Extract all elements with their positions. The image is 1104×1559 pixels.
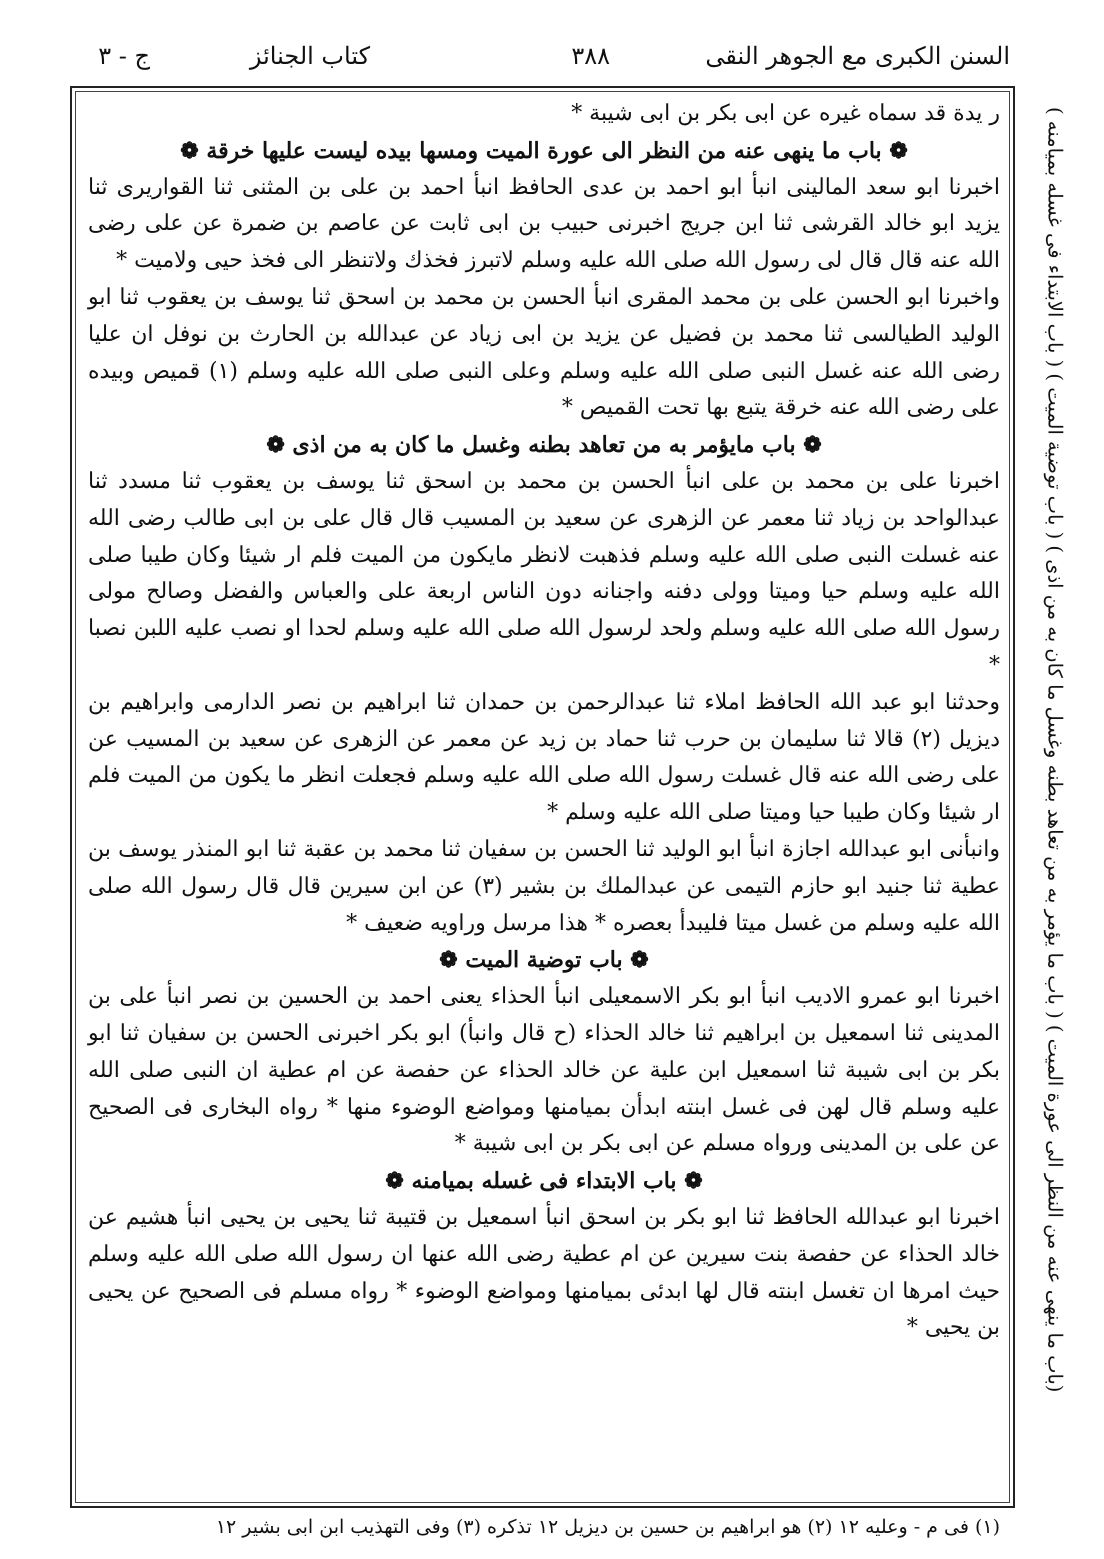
text-paragraph: ر يدة قد سماه غيره عن ابى بكر بن ابى شيبة * [571,101,1000,126]
chapter-title: كتاب الجنائز [249,42,370,70]
section-title: ❁ باب الابتداء فى غسله بميامنه ❁ [88,1163,1000,1200]
volume-label: ج - ٣ [98,42,150,70]
text-paragraph: اخبرنا ابو سعد المالينى انبأ ابو احمد بن عدى الحافظ انبأ احمد بن على بن المثنى ثنا القواريرى ثنا يزيد ابو خالد القرشى ثنا ابن جريج اخبرنى حبيب بن ابى ثابت عن عاصم بن ضمرة عن على رضى الله عنه قال قال لى رسول الله صلى الله عليه وسلم لاتبرز فخذك ولاتنظر الى فخذ حيى ولاميت * [88,174,1000,274]
text-paragraph: وانبأنى ابو عبدالله اجازة انبأ ابو الوليد ثنا الحسن بن سفيان ثنا محمد بن عقبة ثنا ابو المنذر يوسف بن عطية ثنا جنيد ابو حازم التيمى عن عبدالملك بن بشير (٣) عن ابن سيرين قال قال رسول الله صلى الله عليه وسلم من غسل ميتا فليبدأ بعصره * هذا مرسل وراويه ضعيف * [88,836,1000,936]
margin-note-text: (باب ما ينهى عنه من النظر الى عورة الميت ) ( باب ما يؤمر به من تعاهد بطنه وغسل ما كان به من اذى ) ( باب توضية الميت ) ( باب الابتداء فى غسله بميامنه ) [1043,107,1067,1393]
section-title: ❁ باب توضية الميت ❁ [88,942,1000,979]
book-title: السنن الكبرى مع الجوهر النقى [705,42,1010,70]
text-paragraph: واخبرنا ابو الحسن على بن محمد المقرى انبأ الحسن بن محمد بن اسحق ثنا يوسف بن يعقوب ثنا ابو الوليد الطيالسى ثنا محمد بن فضيل عن يزيد بن ابى زياد عن عبدالله بن الحارث بن نوفل ان عليا رضى الله عنه غسل النبى صلى الله عليه وسلم وعلى النبى صلى الله عليه وسلم (١) قميص وبيده على رضى الله عنه خرقة يتبع بها تحت القميص * [88,284,1001,421]
section-title: ❁ باب مايؤمر به من تعاهد بطنه وغسل ما كان به من اذى ❁ [88,427,1000,464]
text-paragraph: اخبرنا ابو عمرو الاديب انبأ ابو بكر الاسمعيلى انبأ الحذاء يعنى احمد بن الحسين بن نصر انبأ على بن المدينى ثنا اسمعيل بن ابراهيم ثنا خالد الحذاء (ح قال وانبأ) ابو بكر اخبرنى الحسن بن سفيان ثنا ابو بكر بن ابى شيبة ثنا اسمعيل ابن علية عن خالد الحذاء عن حفصة عن ام عطية ان النبى صلى الله عليه وسلم قال لهن فى غسل ابنته ابدأن بميامنها ومواضع الوضوء منها * رواه البخارى فى الصحيح عن على بن المدينى ورواه مسلم عن ابى بكر بن ابى شيبة * [88,984,1000,1157]
main-text [88,96,1000,1456]
footnote: (١) فى م - وعليه ١٢ (٢) هو ابراهيم بن حسين بن ديزيل ١٢ تذكره (٣) وفى التهذيب ابن ابى بشير ١٢ [215,1516,1000,1538]
section-title: ❁ باب ما ينهى عنه من النظر الى عورة الميت ومسها بيده ليست عليها خرقة ❁ [88,133,1000,170]
page-header [60,36,1010,86]
text-paragraph: اخبرنا على بن محمد بن على انبأ الحسن بن محمد بن اسحق ثنا يوسف بن يعقوب ثنا مسدد ثنا عبدالواحد بن زياد ثنا معمر عن الزهرى عن سعيد بن المسيب قال قال على بن ابى طالب رضى الله عنه غسلت النبى صلى الله عليه وسلم فذهبت لانظر مايكون من الميت فلم ار شيئا وكان طيبا صلى الله عليه وسلم حيا وميتا وولى دفنه واجنانه دون الناس اربعة على والعباس والفضل وصالح مولى رسول الله صلى الله عليه وسلم ولحد لرسول الله صلى الله عليه وسلم لحدا او نصب عليه اللبن نصبا * [88,468,1000,678]
page-number: ٣٨٨ [571,42,610,70]
text-paragraph: اخبرنا ابو عبدالله الحافظ ثنا ابو بكر بن اسحق انبأ اسمعيل بن قتيبة ثنا يحيى بن يحيى انبأ هشيم عن خالد الحذاء عن حفصة بنت سيرين عن ام عطية رضى الله عنها ان رسول الله صلى الله عليه وسلم حيث امرها ان تغسل ابنته قال لها ابدئى بميامنها ومواضع الوضوء * رواه مسلم فى الصحيح عن يحيى بن يحيى * [88,1204,1000,1341]
text-paragraph: وحدثنا ابو عبد الله الحافظ املاء ثنا عبدالرحمن بن حمدان ثنا ابراهيم بن نصر الدارمى وابراهيم بن ديزيل (٢) قالا ثنا سليمان بن حرب ثنا حماد بن زيد عن معمر عن الزهرى عن سعيد بن المسيب عن على رضى الله عنه قال غسلت رسول الله صلى الله عليه وسلم فجعلت انظر ما يكون من الميت فلم ار شيئا وكان طيبا حيا وميتا صلى الله عليه وسلم * [88,689,1000,826]
margin-note [1022,100,1088,1400]
